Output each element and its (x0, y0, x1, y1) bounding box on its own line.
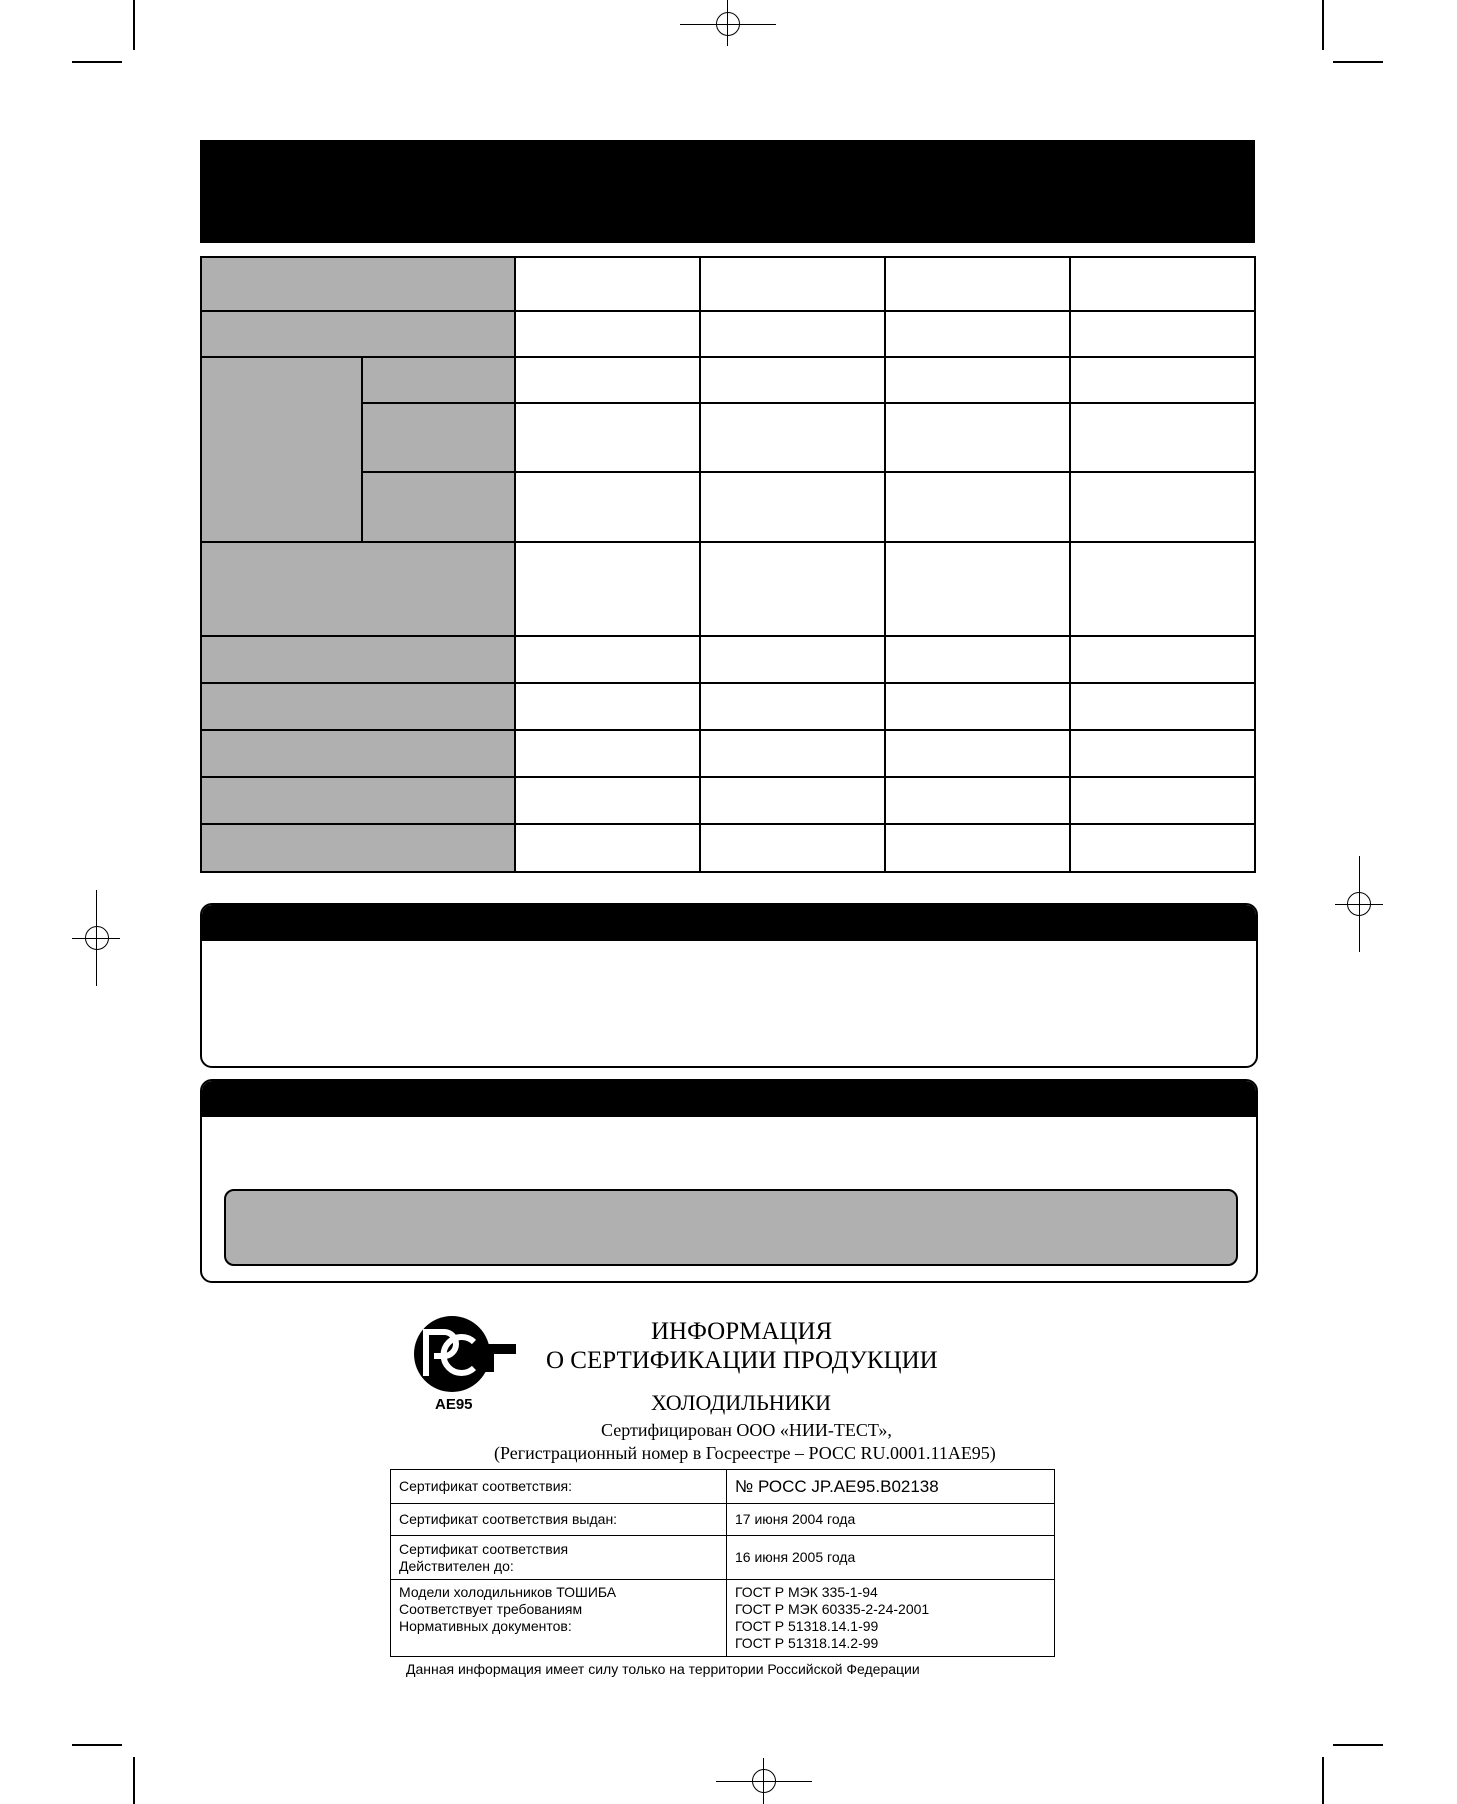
spec-label-cell (201, 311, 515, 357)
spec-value-cell (515, 542, 700, 636)
cert-footnote: Данная информация имеет силу только на территории Российской Федерации (406, 1661, 920, 1677)
table-row (391, 1580, 1055, 1657)
spec-label-cell (201, 542, 515, 636)
spec-value-cell (885, 683, 1070, 730)
spec-value-cell (700, 683, 885, 730)
table-row (201, 777, 1255, 824)
spec-value-cell (1070, 683, 1255, 730)
grey-notice-box (224, 1189, 1238, 1266)
spec-value-cell (700, 311, 885, 357)
registration-mark-icon (752, 1769, 776, 1793)
spec-value-cell (1070, 311, 1255, 357)
cert-value-line: ГОСТ Р МЭК 60335-2-24-2001 (735, 1601, 930, 1617)
cert-label (391, 1580, 727, 1657)
registration-mark-icon (1347, 892, 1371, 916)
spec-label-cell (201, 777, 515, 824)
spec-value-cell (700, 472, 885, 542)
spec-value-cell (885, 472, 1070, 542)
spec-value-cell (700, 777, 885, 824)
table-row (201, 257, 1255, 311)
registration-mark-icon (716, 12, 740, 36)
logo-code: AE95 (435, 1396, 473, 1413)
spec-value-cell (885, 824, 1070, 872)
spec-value-cell (515, 730, 700, 777)
cert-label: Сертификат соответствия: (391, 1470, 727, 1504)
spec-label-cell (201, 257, 515, 311)
table-row (201, 636, 1255, 683)
cert-value: 16 июня 2005 года (727, 1536, 1055, 1580)
cert-value-line: ГОСТ Р 51318.14.2-99 (735, 1635, 879, 1651)
spec-value-cell (1070, 730, 1255, 777)
crop-mark (72, 61, 122, 63)
spec-value-cell (515, 357, 700, 403)
certificate-table (390, 1469, 1055, 1657)
spec-sublabel-cell (362, 357, 515, 403)
table-row (201, 311, 1255, 357)
cert-label-line: Соответствует требованиям (399, 1601, 583, 1617)
cert-label-line: Сертификат соответствия (399, 1540, 569, 1557)
table-row (201, 357, 1255, 403)
spec-value-cell (885, 636, 1070, 683)
spec-table (200, 256, 1256, 873)
spec-value-cell (700, 357, 885, 403)
cert-title-line2: О СЕРТИФИКАЦИИ ПРОДУКЦИИ (546, 1347, 938, 1374)
spec-value-cell (700, 257, 885, 311)
cert-label: Сертификат соответствия выдан: (391, 1504, 727, 1536)
spec-group-label-cell (201, 357, 362, 542)
cert-registration: (Регистрационный номер в Госреестре – РОСС RU.0001.11АЕ95) (494, 1443, 996, 1463)
spec-value-cell (515, 472, 700, 542)
spec-value-cell (700, 636, 885, 683)
spec-value-cell (885, 730, 1070, 777)
table-row (201, 824, 1255, 872)
table-row (391, 1470, 1055, 1504)
cert-certified-by: Сертифицирован ООО «НИИ-ТЕСТ», (601, 1420, 892, 1440)
spec-value-cell (885, 311, 1070, 357)
cert-value: № РОСС JP.AE95.B02138 (727, 1470, 1055, 1504)
spec-label-cell (201, 824, 515, 872)
table-row (391, 1504, 1055, 1536)
crop-mark (1322, 0, 1324, 50)
spec-value-cell (885, 777, 1070, 824)
crop-mark (1322, 1757, 1324, 1804)
spec-value-cell (1070, 636, 1255, 683)
spec-value-cell (700, 542, 885, 636)
info-panel (200, 903, 1258, 1068)
crop-mark (1333, 61, 1383, 63)
spec-value-cell (515, 257, 700, 311)
spec-value-cell (1070, 257, 1255, 311)
cert-label-line: Действителен до: (399, 1557, 514, 1574)
cert-value: 17 июня 2004 года (727, 1504, 1055, 1536)
table-row (201, 683, 1255, 730)
crop-mark (133, 1757, 135, 1804)
cert-value (727, 1580, 1055, 1657)
spec-value-cell (515, 636, 700, 683)
crop-mark (1333, 1744, 1383, 1746)
spec-label-cell (201, 636, 515, 683)
crop-mark (72, 1744, 122, 1746)
spec-value-cell (1070, 472, 1255, 542)
header-bar (200, 140, 1255, 243)
spec-sublabel-cell (362, 472, 515, 542)
cert-label-line: Модели холодильников ТОШИБА (399, 1584, 617, 1600)
spec-value-cell (515, 403, 700, 472)
table-row (201, 730, 1255, 777)
cert-label (391, 1536, 727, 1580)
spec-value-cell (515, 777, 700, 824)
spec-value-cell (1070, 542, 1255, 636)
spec-value-cell (700, 403, 885, 472)
table-row (391, 1536, 1055, 1580)
cert-value-line: ГОСТ Р 51318.14.1-99 (735, 1618, 879, 1634)
cert-title-line1: ИНФОРМАЦИЯ (651, 1318, 833, 1345)
spec-value-cell (1070, 777, 1255, 824)
cert-value-line: ГОСТ Р МЭК 335-1-94 (735, 1584, 878, 1600)
table-row (201, 542, 1255, 636)
info-panel-caption-bar (202, 905, 1256, 941)
spec-value-cell (515, 683, 700, 730)
crop-mark (133, 0, 135, 50)
spec-value-cell (1070, 357, 1255, 403)
spec-value-cell (700, 824, 885, 872)
spec-value-cell (885, 257, 1070, 311)
spec-value-cell (515, 311, 700, 357)
pct-certification-logo-icon (412, 1312, 518, 1398)
spec-label-cell (201, 683, 515, 730)
info-panel-caption-bar (202, 1081, 1256, 1117)
spec-value-cell (1070, 824, 1255, 872)
spec-label-cell (201, 730, 515, 777)
spec-value-cell (1070, 403, 1255, 472)
spec-value-cell (885, 357, 1070, 403)
cert-label-line: Нормативных документов: (399, 1618, 572, 1634)
registration-mark-icon (85, 926, 109, 950)
cert-product: ХОЛОДИЛЬНИКИ (651, 1390, 832, 1415)
spec-value-cell (885, 542, 1070, 636)
spec-sublabel-cell (362, 403, 515, 472)
spec-value-cell (885, 403, 1070, 472)
spec-value-cell (515, 824, 700, 872)
info-panel (200, 1079, 1258, 1283)
spec-value-cell (700, 730, 885, 777)
